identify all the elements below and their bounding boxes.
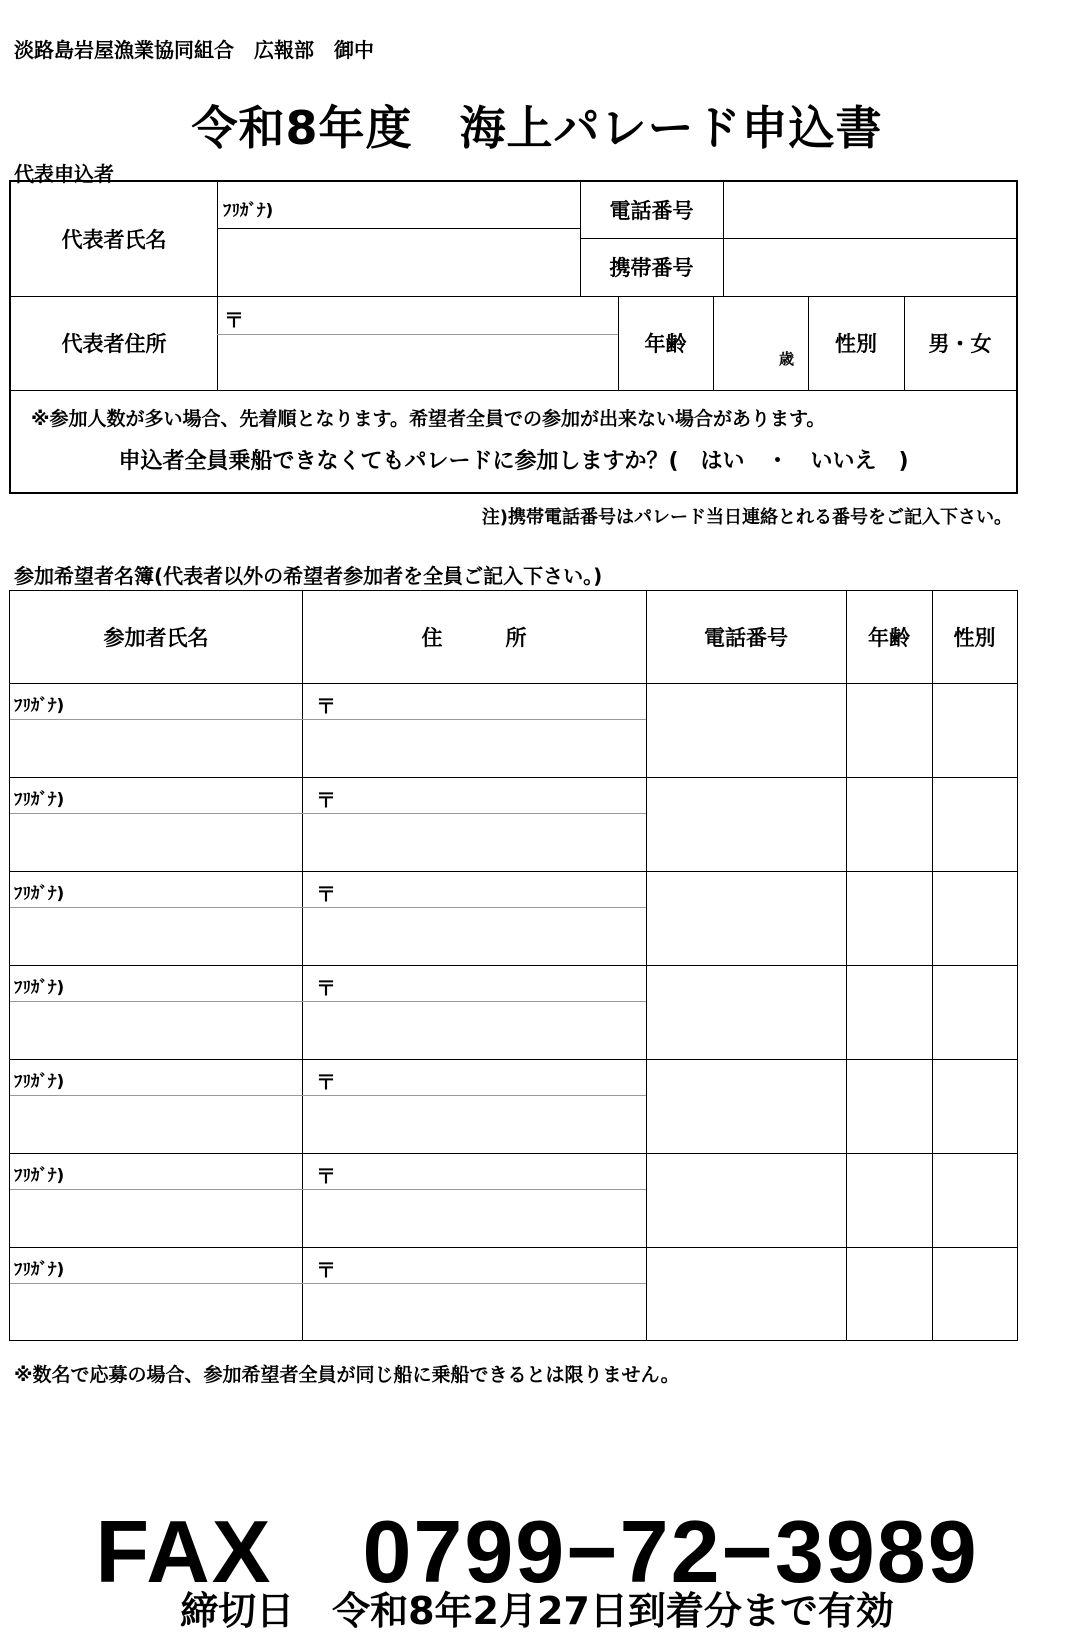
participant-age-field[interactable] (847, 1247, 932, 1341)
rep-postal-mark: 〒 (224, 308, 244, 332)
rep-notice: ※参加人数が多い場合、先着順となります。希望者全員での参加が出来ない場合があります。 (31, 408, 826, 430)
participant-gender-field[interactable] (933, 1247, 1017, 1341)
participant-postal-field[interactable] (303, 683, 646, 719)
participant-phone-field[interactable] (647, 871, 846, 965)
participant-postal-field[interactable] (303, 1153, 646, 1189)
rep-address-field[interactable] (218, 335, 617, 389)
participant-gender-field[interactable] (933, 777, 1017, 871)
participant-address-field[interactable] (303, 814, 646, 871)
representative-table (9, 180, 1018, 494)
rep-age-field[interactable] (714, 297, 808, 389)
participant-postal-mark: 〒 (316, 1164, 336, 1188)
rep-age-unit: 歳 (779, 350, 795, 368)
participant-phone-field[interactable] (647, 965, 846, 1059)
participant-address-field[interactable] (303, 720, 646, 777)
representative-section-label: 代表申込者 (14, 162, 114, 186)
participant-furigana-field[interactable] (10, 965, 302, 1001)
participant-phone-field[interactable] (647, 1153, 846, 1247)
participant-postal-mark: 〒 (316, 788, 336, 812)
participant-age-field[interactable] (847, 1153, 932, 1247)
participant-furigana-field[interactable] (10, 777, 302, 813)
col-header-name: 参加者氏名 (103, 626, 209, 650)
rep-question[interactable]: 申込者全員乗船できなくてもパレードに参加しますか？( はい ・ いいえ ) (118, 449, 909, 474)
form-title: 令和8年度 海上パレード申込書 (191, 101, 883, 155)
col-header-phone: 電話番号 (704, 626, 788, 650)
participant-address-field[interactable] (303, 1002, 646, 1059)
rep-mobile-label: 携帯番号 (609, 256, 694, 280)
participant-name-field[interactable] (10, 1190, 302, 1247)
participant-furigana-field[interactable] (10, 871, 302, 907)
participant-furigana-field[interactable] (10, 1059, 302, 1095)
col-header-gender: 性別 (953, 626, 996, 650)
participant-postal-mark: 〒 (316, 1258, 336, 1282)
rep-furigana-field[interactable] (218, 182, 579, 228)
rep-phone-label: 電話番号 (609, 199, 694, 223)
rep-name-label: 代表者氏名 (61, 228, 167, 252)
participant-address-field[interactable] (303, 1284, 646, 1341)
participants-notice: ※数名で応募の場合、参加希望者全員が同じ船に乗船できるとは限りません。 (14, 1364, 680, 1386)
participant-postal-field[interactable] (303, 965, 646, 1001)
participant-postal-field[interactable] (303, 1059, 646, 1095)
participant-gender-field[interactable] (933, 965, 1017, 1059)
participant-furigana-field[interactable] (10, 683, 302, 719)
participant-gender-field[interactable] (933, 1059, 1017, 1153)
participant-postal-mark: 〒 (316, 976, 336, 1000)
participant-age-field[interactable] (847, 683, 932, 777)
col-header-address: 住 所 (421, 626, 527, 650)
participants-section-label: 参加希望者名簿(代表者以外の希望者参加者を全員ご記入下さい。) (14, 564, 603, 588)
rep-address-label: 代表者住所 (61, 332, 167, 356)
participant-postal-mark: 〒 (316, 882, 336, 906)
rep-postal-field[interactable] (218, 297, 617, 334)
participant-gender-field[interactable] (933, 1153, 1017, 1247)
participant-age-field[interactable] (847, 965, 932, 1059)
rep-mobile-field[interactable] (724, 239, 1016, 296)
deadline: 締切日 令和8年2月27日到着分まで有効 (180, 1589, 894, 1633)
participants-table (9, 590, 1018, 1341)
participant-name-field[interactable] (10, 720, 302, 777)
participant-name-field[interactable] (10, 908, 302, 965)
addressee: 淡路島岩屋漁業協同組合 広報部 御中 (14, 38, 374, 62)
participant-postal-field[interactable] (303, 1247, 646, 1283)
participant-address-field[interactable] (303, 1190, 646, 1247)
participant-name-field[interactable] (10, 1096, 302, 1153)
participant-furigana-label: ﾌﾘｶﾞﾅ) (14, 790, 65, 810)
participant-postal-mark: 〒 (316, 1070, 336, 1094)
participant-furigana-label: ﾌﾘｶﾞﾅ) (14, 696, 65, 716)
participant-furigana-label: ﾌﾘｶﾞﾅ) (14, 978, 65, 998)
participant-phone-field[interactable] (647, 683, 846, 777)
rep-furigana-label: ﾌﾘｶﾞﾅ) (223, 201, 274, 221)
participant-phone-field[interactable] (647, 1247, 846, 1341)
participant-furigana-field[interactable] (10, 1153, 302, 1189)
participant-name-field[interactable] (10, 1002, 302, 1059)
participant-furigana-label: ﾌﾘｶﾞﾅ) (14, 884, 65, 904)
participant-postal-mark: 〒 (316, 694, 336, 718)
participant-postal-field[interactable] (303, 777, 646, 813)
participant-age-field[interactable] (847, 1059, 932, 1153)
participant-name-field[interactable] (10, 814, 302, 871)
participant-name-field[interactable] (10, 1284, 302, 1341)
participant-phone-field[interactable] (647, 1059, 846, 1153)
participant-furigana-label: ﾌﾘｶﾞﾅ) (14, 1072, 65, 1092)
participant-postal-field[interactable] (303, 871, 646, 907)
participant-address-field[interactable] (303, 908, 646, 965)
col-header-age: 年齢 (868, 626, 910, 650)
participant-address-field[interactable] (303, 1096, 646, 1153)
participant-age-field[interactable] (847, 871, 932, 965)
rep-age-label: 年齢 (644, 332, 687, 356)
participant-phone-field[interactable] (647, 777, 846, 871)
rep-name-field[interactable] (218, 229, 579, 295)
fax-number: FAX 0799−72−3989 (95, 1502, 979, 1601)
participant-gender-field[interactable] (933, 871, 1017, 965)
participant-furigana-field[interactable] (10, 1247, 302, 1283)
rep-footnote: 注)携帯電話番号はパレード当日連絡とれる番号をご記入下さい。 (481, 507, 1012, 528)
participant-furigana-label: ﾌﾘｶﾞﾅ) (14, 1260, 65, 1280)
rep-gender-label: 性別 (835, 332, 877, 356)
participant-age-field[interactable] (847, 777, 932, 871)
rep-gender-options[interactable]: 男・女 (928, 332, 992, 356)
participant-gender-field[interactable] (933, 683, 1017, 777)
rep-phone-field[interactable] (724, 182, 1016, 238)
participant-furigana-label: ﾌﾘｶﾞﾅ) (14, 1166, 65, 1186)
